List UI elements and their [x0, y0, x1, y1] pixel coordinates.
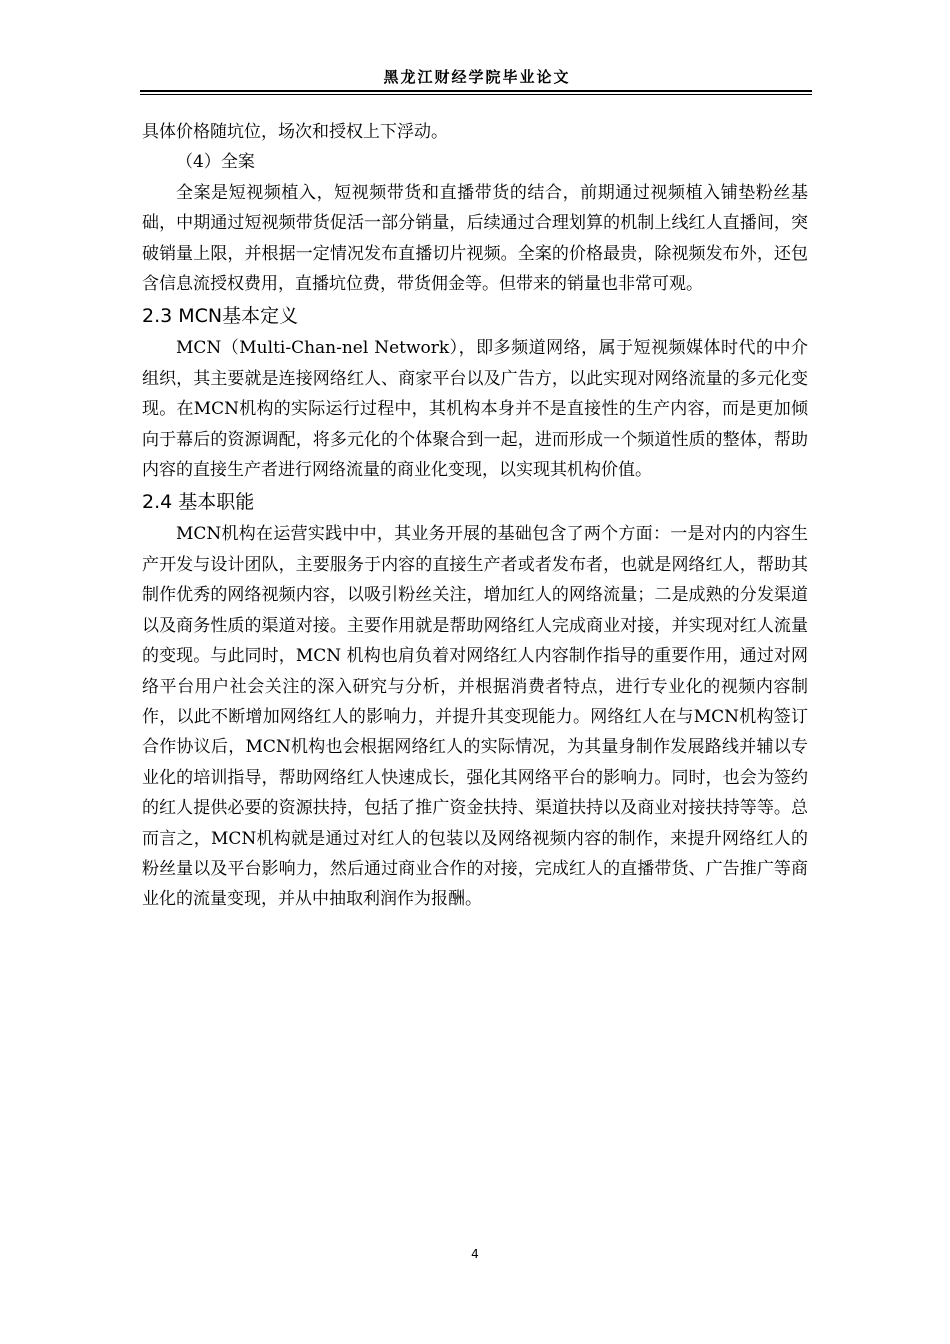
- page-number: 4: [471, 1247, 479, 1261]
- paragraph-continued: 具体价格随坑位，场次和授权上下浮动。: [142, 122, 448, 142]
- paragraph-quanan: 全案是短视频植入，短视频带货和直播带货的结合，前期通过视频植入铺垫粉丝基础，中期通过短视频带货促活一部分销量，后续通过合理划算的机制上线红人直播间，突破销量上限，并根据一定情况发布直播切片视频。全案的价格最贵，除视频发布外，还包含信息流授权费用，直播坑位费，带货佣金等。但带来的销量也非常可观。: [142, 182, 808, 295]
- section-heading-2-4: 2.4 基本职能: [142, 491, 255, 514]
- paragraph-basic-functions: MCN机构在运营实践中中，其业务开展的基础包含了两个方面：一是对内的内容生产开发与设计团队，主要服务于内容的直接生产者或者发布者，也就是网络红人，帮助其制作优秀的网络视频内容，以吸引粉丝关注，增加红人的网络流量；二是成熟的分发渠道以及商务性质的渠道对接。主要作用就是帮助网络红人完成商业对接，并实现对红人流量的变现。与此同时，MCN 机构也肩负着对网络红人内容制作指导的重要作用，通过对网络平台用户社会关注的深入研究与分析，并根据消费者特点，进行专业化的视频内容制作，以此不断增加网络红人的影响力，并提升其变现能力。网络红人在与MCN机构签订合作协议后，MCN机构也会根据网络红人的实际情况，为其量身制作发展路线并辅以专业化的培训指导，帮助网络红人快速成长，强化其网络平台的影响力。同时，也会为签约的红人提供必要的资源扶持，包括了推广资金扶持、渠道扶持以及商业对接扶持等等。总而言之，MCN机构就是通过对红人的包装以及网络视频内容的制作，来提升网络红人的粉丝量以及平台影响力，然后通过商业合作的对接，完成红人的直播带货、广告推广等商业化的流量变现，并从中抽取利润作为报酬。: [142, 524, 808, 910]
- section-heading-2-3: 2.3 MCN基本定义: [142, 305, 299, 328]
- subheading-4: （4）全案: [176, 152, 255, 173]
- header-rule-thick: [140, 90, 812, 92]
- document-body: [142, 117, 808, 915]
- page-header-title: 黑龙江财经学院毕业论文: [383, 68, 571, 86]
- header-rule-thin: [140, 94, 812, 95]
- paragraph-mcn-definition: MCN（Multi-Chan-nel Network），即多频道网络，属于短视频媒体时代的中介组织，其主要就是连接网络红人、商家平台以及广告方，以此实现对网络流量的多元化变现。在MCN机构的实际运行过程中，其机构本身并不是直接性的生产内容，而是更加倾向于幕后的资源调配，将多元化的个体聚合到一起，进而形成一个频道性质的整体，帮助内容的直接生产者进行网络流量的商业化变现，以实现其机构价值。: [142, 338, 808, 481]
